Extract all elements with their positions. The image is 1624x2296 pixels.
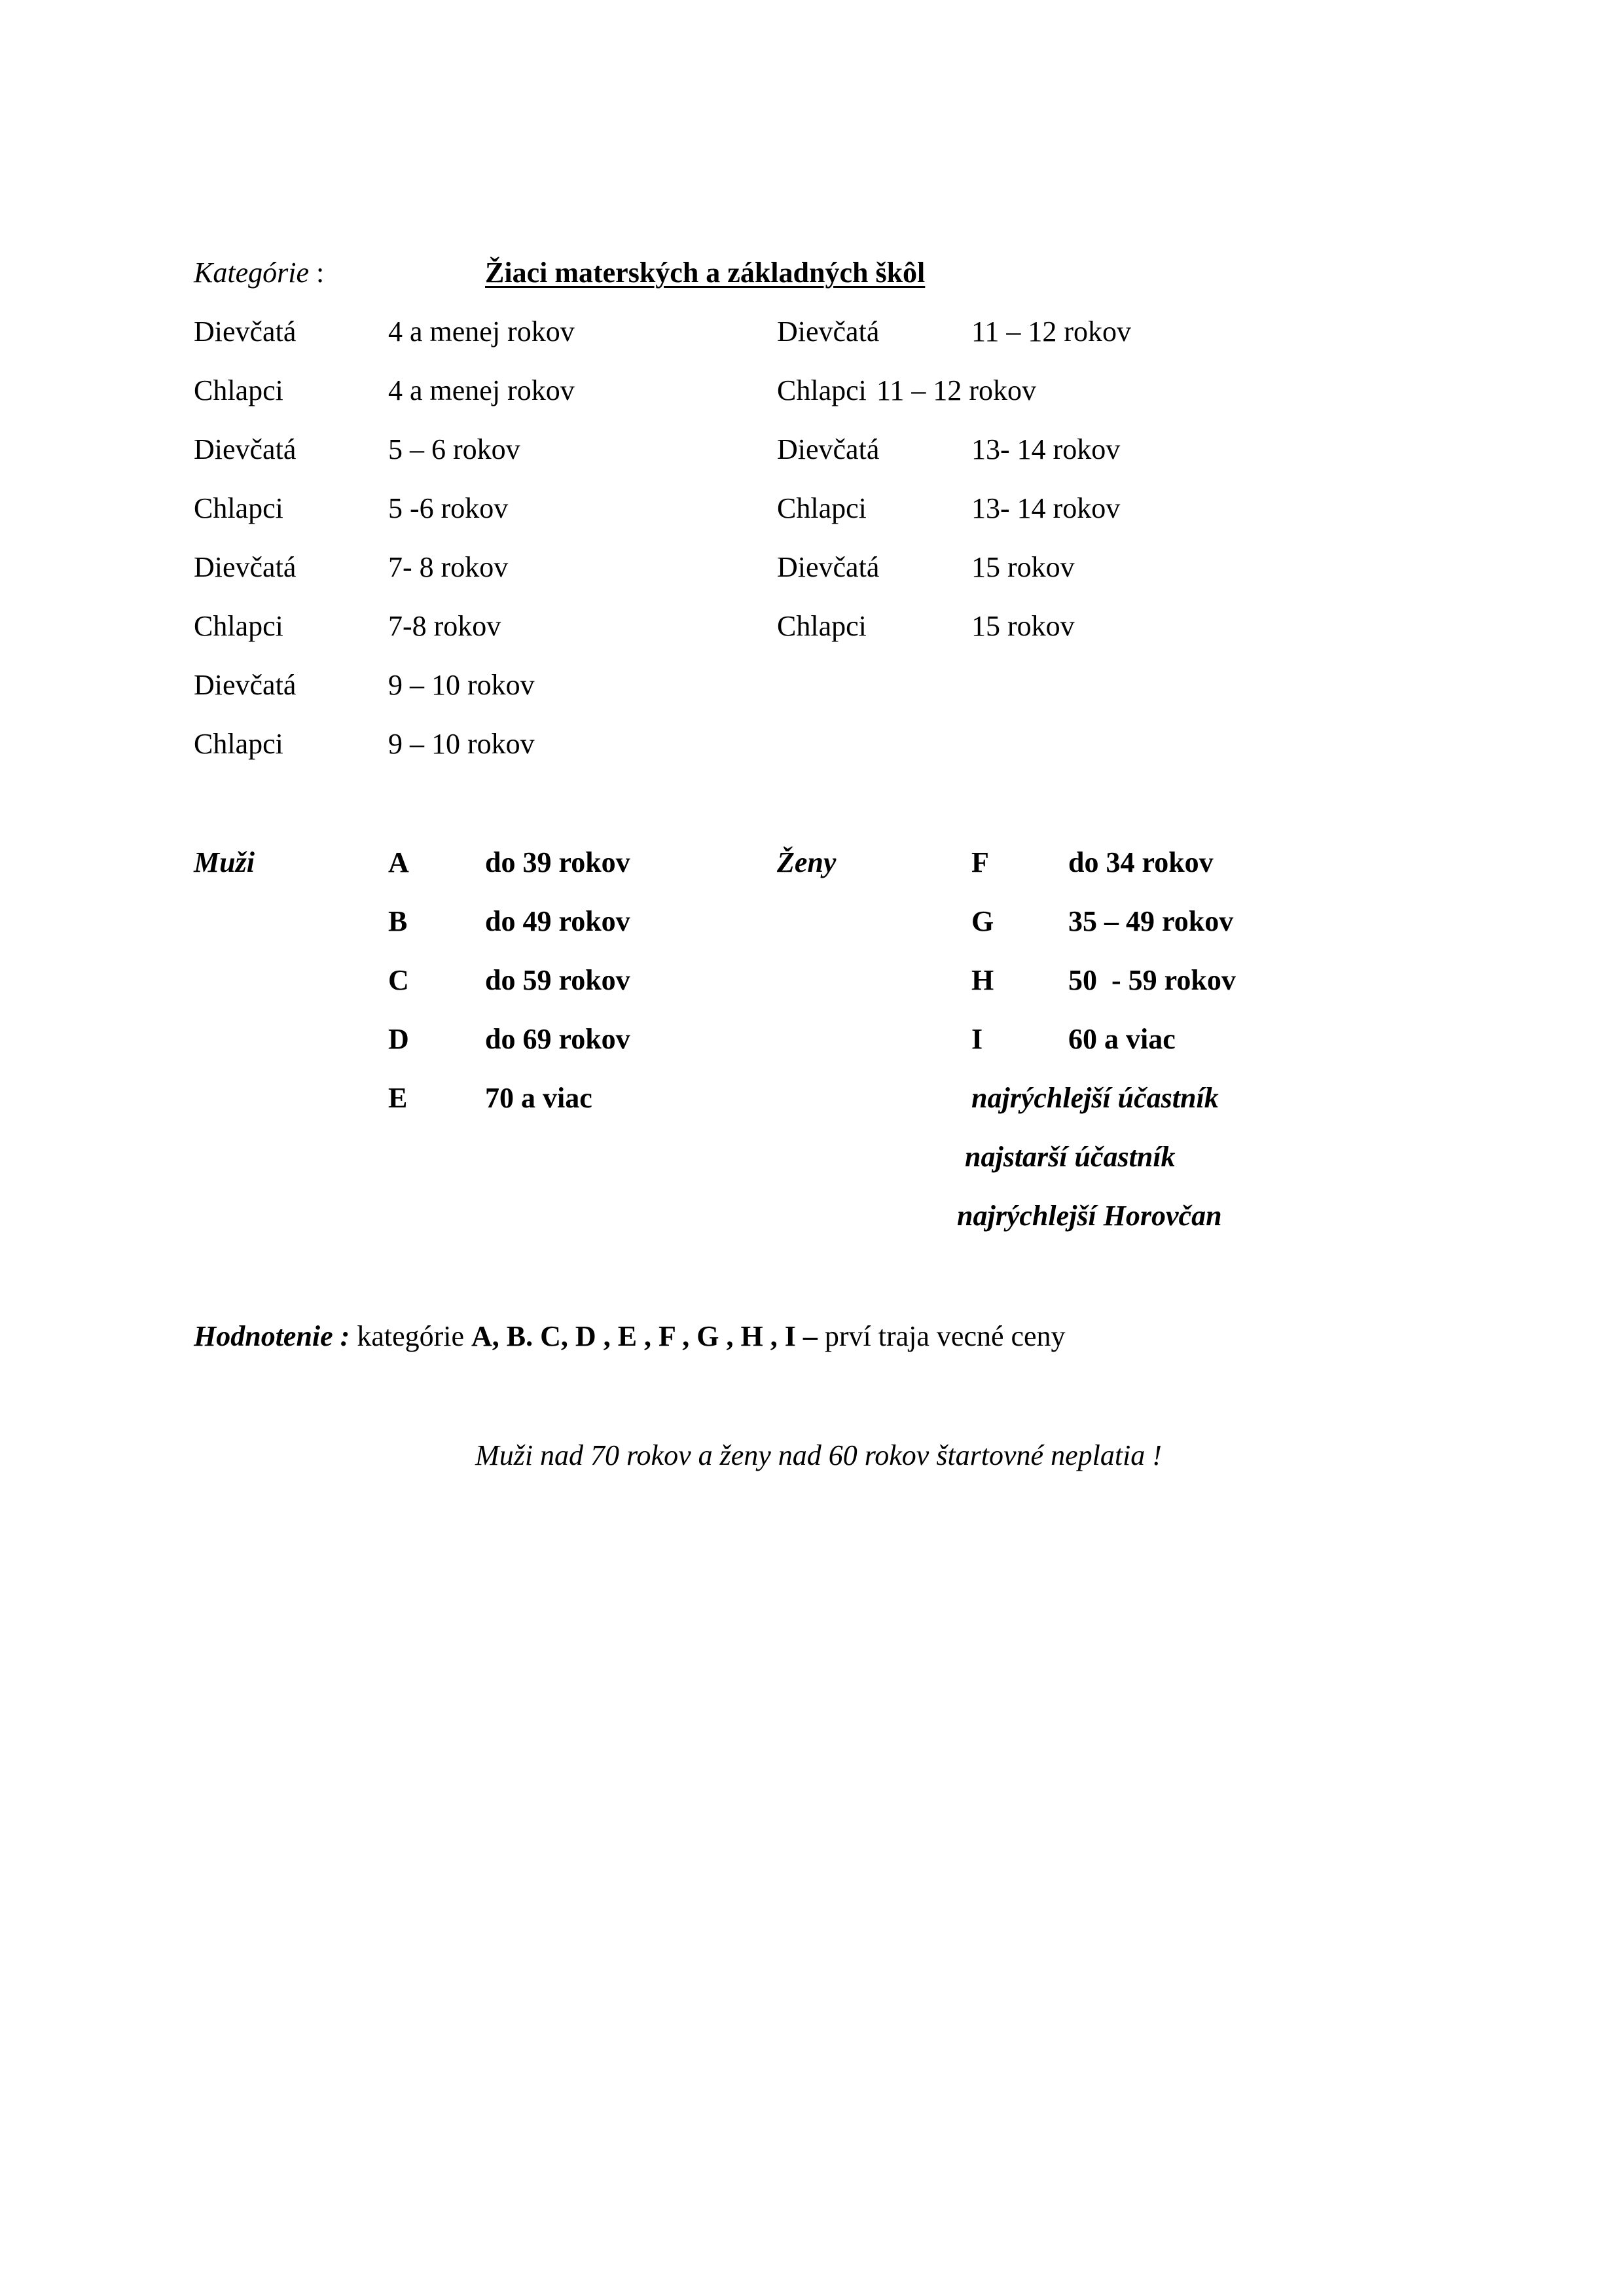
kids-left-age: 7-8 rokov [388,610,501,642]
kids-left-label: Dievčatá [194,433,297,465]
kids-left-age: 7- 8 rokov [388,551,509,583]
kids-left-label: Dievčatá [194,315,297,348]
kids-right-age: 13- 14 rokov [971,433,1121,465]
kids-right-label: Chlapci [777,492,867,524]
kids-right-label: Dievčatá [777,315,880,348]
women-category-age: 50 - 59 rokov [1068,964,1236,996]
kids-right-age: 11 – 12 rokov [876,374,1037,406]
kids-left-label: Chlapci [194,728,283,760]
women-category-age: 35 – 49 rokov [1068,905,1234,937]
kids-left-age: 9 – 10 rokov [388,669,535,701]
kids-right-age: 13- 14 rokov [971,492,1121,524]
men-category-code: D [388,1023,409,1055]
kids-left-label: Dievčatá [194,551,297,583]
women-label: Ženy [777,846,837,878]
kids-left-age: 5 – 6 rokov [388,433,520,465]
special-award: najstarší účastník [965,1141,1176,1173]
men-category-code: C [388,964,409,996]
men-category-age: do 59 rokov [485,964,630,996]
kids-left-label: Chlapci [194,492,283,524]
section-title: Žiaci materských a základných škôl [485,257,926,289]
kids-right-label: Dievčatá [777,433,880,465]
kids-right-label: Dievčatá [777,551,880,583]
women-category-code: F [971,846,989,878]
kids-right-label: Chlapci [777,374,867,406]
evaluation-categories: A, B. C, D , E , F , G , H , I – [471,1320,818,1352]
kids-right-age: 15 rokov [971,551,1075,583]
kids-left-label: Chlapci [194,374,283,406]
women-category-age: do 34 rokov [1068,846,1214,878]
kids-left-age: 5 -6 rokov [388,492,509,524]
kids-left-age: 9 – 10 rokov [388,728,535,760]
women-category-age: 60 a viac [1068,1023,1176,1055]
category-label: Kategórie [194,257,309,289]
women-category-code: I [971,1023,983,1055]
women-category-code: G [971,905,994,937]
evaluation-label: Hodnotenie : [194,1320,350,1352]
women-category-code: H [971,964,994,996]
men-category-age: do 49 rokov [485,905,630,937]
special-award: najrýchlejší účastník [971,1082,1219,1114]
men-category-age: do 39 rokov [485,846,630,878]
evaluation-text-2: prví traja vecné ceny [817,1320,1066,1352]
category-heading [194,259,324,287]
category-colon: : [308,257,325,289]
kids-left-label: Dievčatá [194,669,297,701]
men-category-age: 70 a viac [485,1082,592,1114]
kids-left-age: 4 a menej rokov [388,315,575,348]
evaluation-text-1: kategórie [350,1320,472,1352]
kids-right-label: Chlapci [777,610,867,642]
evaluation-line [194,1322,1066,1351]
kids-left-label: Chlapci [194,610,283,642]
special-award: najrýchlejší Horovčan [957,1200,1222,1232]
kids-right-age: 11 – 12 rokov [971,315,1132,348]
kids-left-age: 4 a menej rokov [388,374,575,406]
men-category-code: A [388,846,409,878]
men-category-code: E [388,1082,408,1114]
fee-note: Muži nad 70 rokov a ženy nad 60 rokov štartovné neplatia ! [475,1439,1162,1471]
kids-right-age: 15 rokov [971,610,1075,642]
men-category-code: B [388,905,408,937]
men-label: Muži [194,846,255,878]
men-category-age: do 69 rokov [485,1023,630,1055]
